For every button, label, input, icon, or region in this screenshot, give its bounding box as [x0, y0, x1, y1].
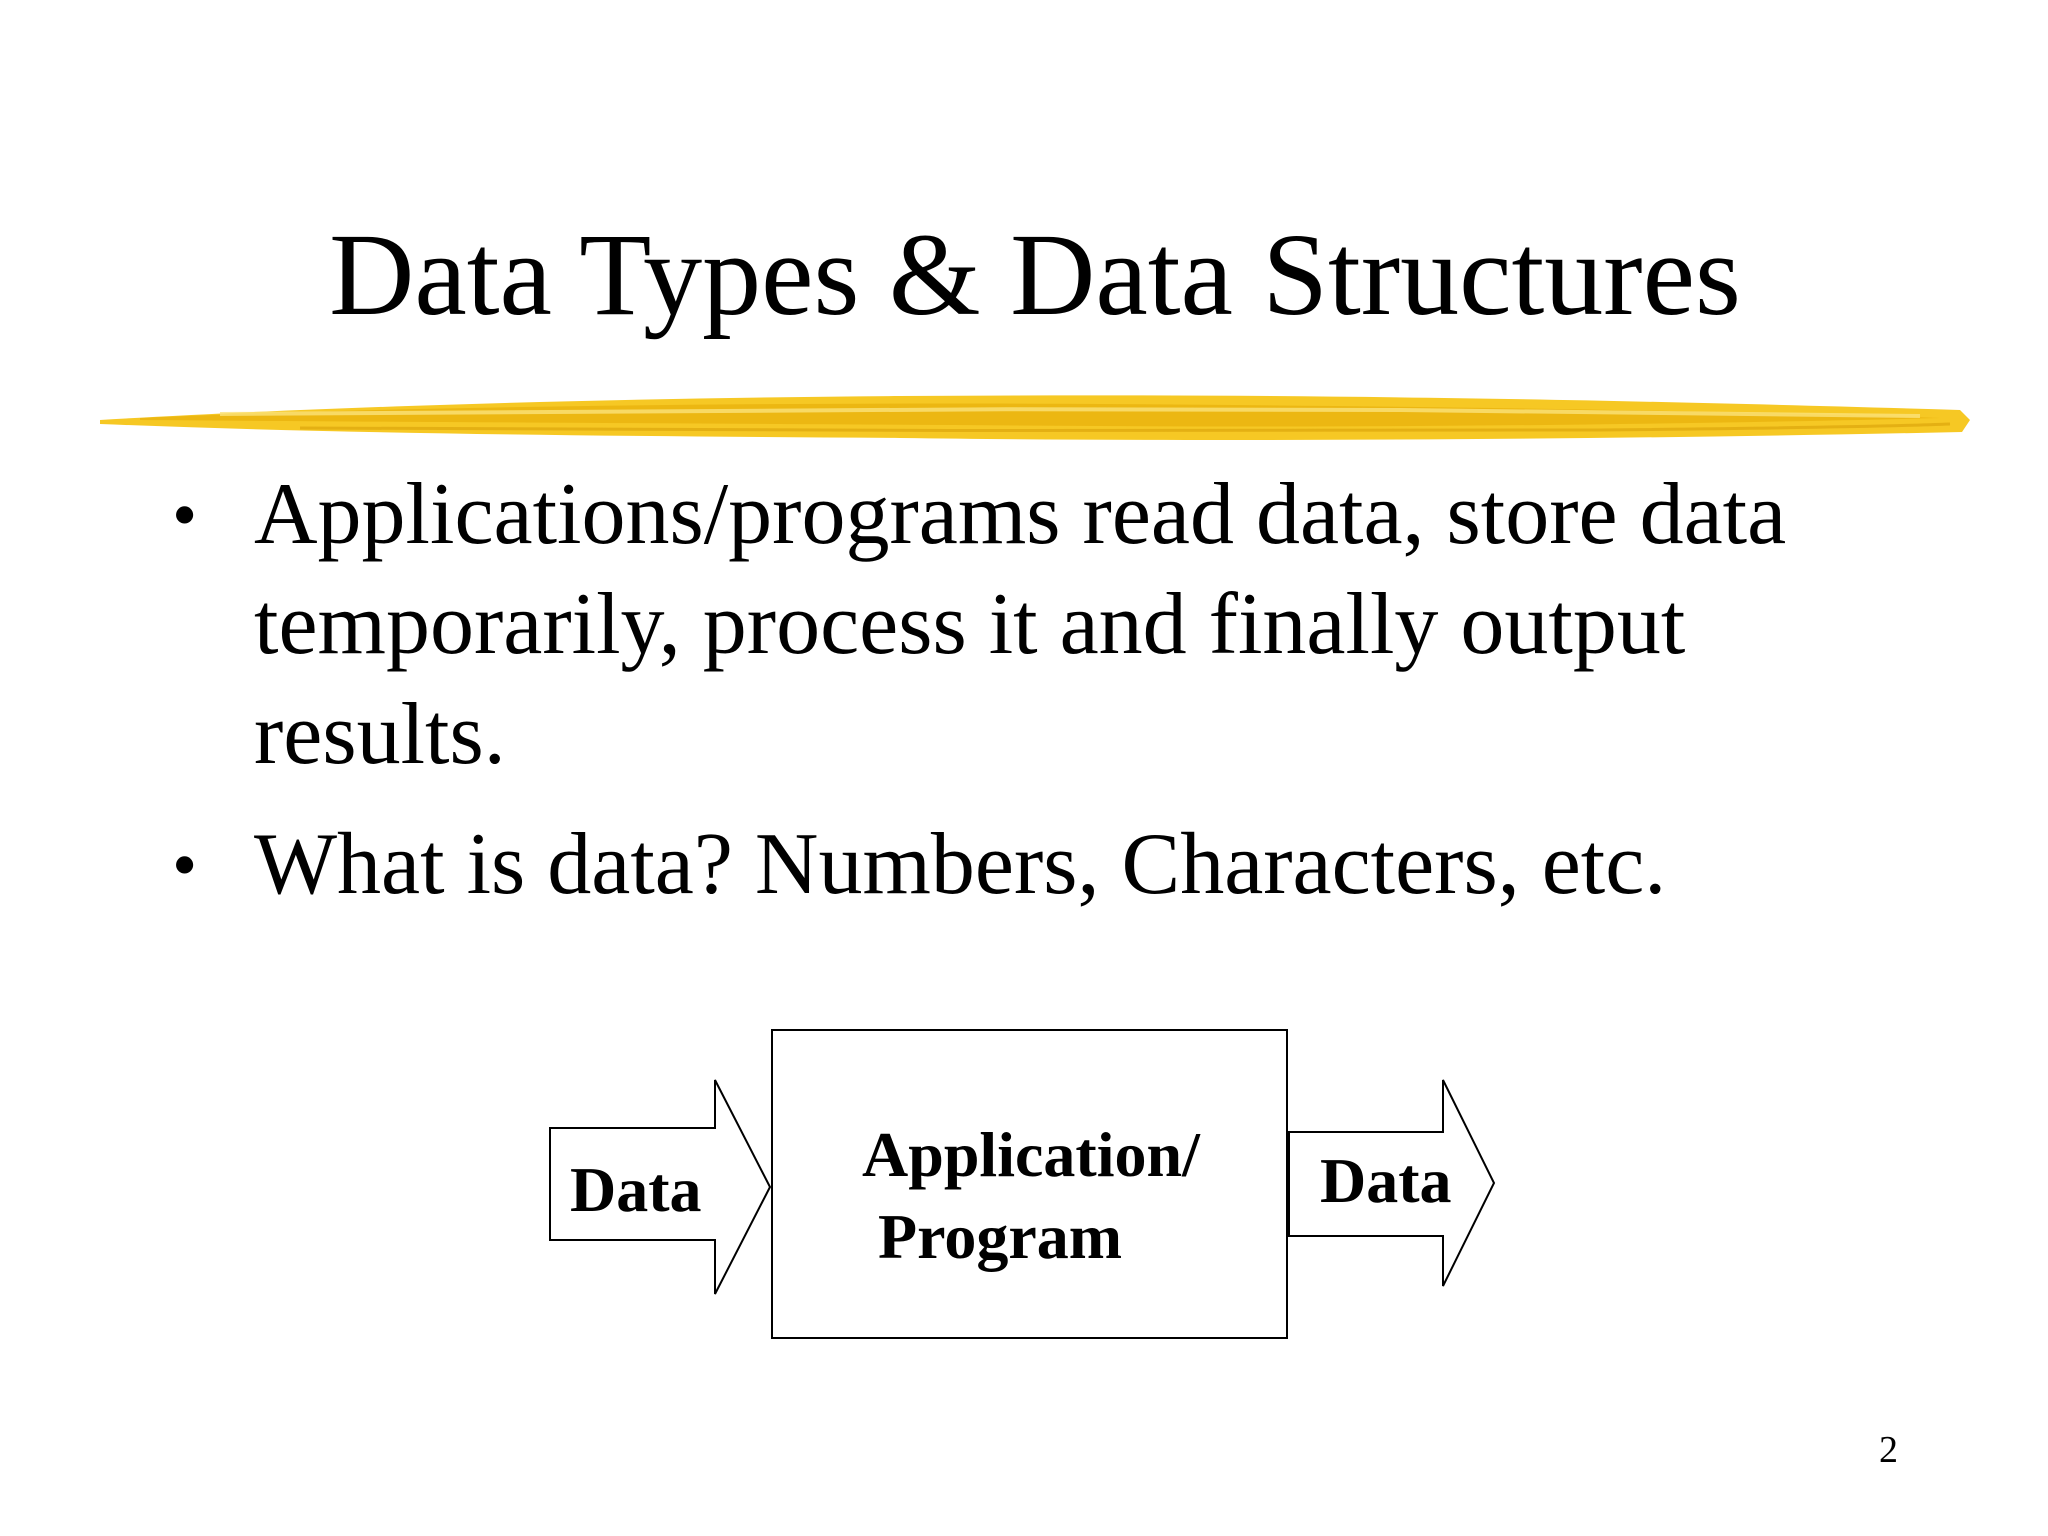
process-label-line2: Program: [878, 1201, 1123, 1272]
process-label-line1: Application/: [862, 1119, 1200, 1190]
bullet-text: What is data? Numbers, Characters, etc.: [254, 816, 1667, 913]
bullet-dot: •: [172, 825, 198, 905]
bullet-dot: •: [172, 475, 198, 555]
bullet-text: Applications/programs read data, store data temporarily, process it and finally output results.: [254, 466, 1787, 783]
slide-title: Data Types & Data Structures: [329, 209, 1741, 340]
input-data-label: Data: [570, 1154, 702, 1225]
page-number: 2: [1879, 1429, 1898, 1471]
output-data-label: Data: [1320, 1145, 1452, 1216]
